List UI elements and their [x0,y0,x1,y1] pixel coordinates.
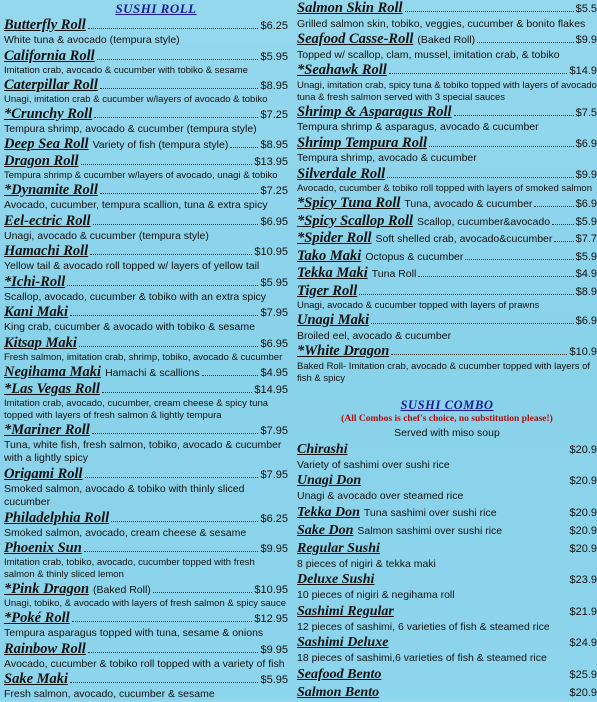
item-inline-description: (Baked Roll) [417,34,476,46]
item-row [297,634,597,652]
item-row [4,136,288,153]
item-price: $20.9 [569,506,597,519]
item-name: Shrimp Tempura Roll [297,134,428,151]
menu-item [4,466,288,510]
item-row [297,343,597,361]
menu-item [4,610,288,641]
menu-item [4,335,288,364]
item-row [4,243,288,260]
item-name: Rainbow Roll [4,640,86,657]
item-price: $6.25 [260,20,288,32]
combo-item [297,603,597,635]
item-row [4,17,288,34]
item-name: Butterfly Roll [4,17,86,33]
dot-leader [230,137,258,148]
combo-item [297,522,597,540]
dot-leader [94,107,258,118]
dot-leader [418,266,573,277]
dot-leader [88,642,259,653]
item-name: *Spider Roll [297,230,372,246]
item-row [297,62,597,80]
item-name: Sake Don [297,522,354,538]
right-column [297,0,597,702]
item-name: Salmon Skin Roll [297,0,403,16]
item-price: $8.95 [260,79,288,92]
dot-leader [554,231,573,242]
item-row [297,312,597,330]
dot-leader [70,672,258,683]
item-description: Unagi & avocado over steamed rice [297,490,464,502]
menu-item [297,248,597,266]
item-inline-description: Tuna, avocado & cucumber [404,198,533,210]
item-inline-description: Tuna sashimi over sushi rice [363,506,497,519]
item-description: Imitation crab, avocado & cucumber with tobiko & sesame [4,64,248,76]
item-row [4,335,288,352]
menu-item [4,243,288,274]
item-price: $14.95 [254,383,288,396]
item-name: Chirashi [297,441,348,457]
item-price: $20.9 [569,542,597,555]
dot-leader [67,275,258,286]
item-inline-description: Variety of fish (tempura style) [92,139,229,151]
item-inline-description: Soft shelled crab, avocado&cucumber [375,233,553,245]
dot-leader [81,154,253,165]
item-price: $7.95 [260,307,288,319]
dot-leader [153,582,253,593]
item-row [4,610,288,627]
item-row [297,571,597,589]
dot-leader [534,196,573,207]
dot-leader [84,541,259,552]
dot-leader [387,167,573,178]
item-name: Regular Sushi [297,540,380,556]
menu-item [297,135,597,166]
item-row [4,540,288,557]
item-name: Eel-ectric Roll [4,212,91,229]
item-description: Tempura shrimp & asparagus, avocado & cucumber [297,121,539,133]
menu-item [297,343,597,385]
item-price: $9.9 [575,168,597,181]
item-price: $7.95 [260,468,288,481]
menu-item [4,671,288,702]
menu-item [297,213,597,231]
item-price: $20.9 [569,524,597,537]
item-price: $23.9 [569,574,597,586]
item-name: *Mariner Roll [4,421,90,438]
item-name: Deluxe Sushi [297,572,375,587]
item-price: $7.25 [260,108,288,121]
item-description: Unagi, avocado & cucumber (tempura style) [4,229,209,242]
item-name: Silverdale Roll [297,165,386,182]
item-description: Scallop, avocado, cucumber & tobiko with an extra spicy [4,290,267,303]
item-row [4,510,288,527]
menu-item [4,381,288,422]
item-name: *Pink Dragon [4,581,90,597]
item-name: *Poké Roll [4,610,70,626]
dot-leader [391,344,567,355]
item-inline-description: Salmon sashimi over sushi rice [357,524,503,537]
item-description: Imitation crab, avocado, cucumber, cream cheese & spicy tuna topped with layers of fresh salmon & lightly tempura [4,397,269,421]
item-price: $5.9 [575,250,597,263]
item-row [4,182,288,199]
item-price: $10.95 [254,584,288,596]
item-inline-description: Octopus & cucumber [365,250,464,263]
dot-leader [454,105,574,116]
combo-item [297,666,597,684]
menu-item [297,0,597,31]
item-name: Salmon Bento [297,684,380,700]
dot-leader [100,183,259,194]
item-price: $6.95 [260,337,288,350]
item-price: $25.9 [569,668,597,681]
item-name: Tekka Don [297,504,360,520]
item-row [4,466,288,483]
item-description: Baked Roll- Imitation crab, avocado & cucumber topped with layers of fish & spicy [297,360,591,384]
dot-leader [90,244,252,255]
item-description: King crab, cucumber & avocado with tobiko & sesame [4,321,255,333]
item-row [4,77,288,94]
menu-item [4,510,288,541]
sushi-combo-list [297,441,597,702]
item-row [297,472,597,490]
item-price: $12.95 [254,613,288,625]
item-row [297,441,597,459]
sushi-combo-subtitle: Served with miso soup [394,426,500,439]
item-name: Sashimi Regular [297,603,394,619]
item-price: $6.9 [575,137,597,150]
item-name: Phoenix Sun [4,540,82,556]
item-description: Tempura shrimp & cucumber w/layers of avocado, unagi & tobiko [4,170,278,181]
dot-leader [465,249,573,260]
item-description: Smoked salmon, avocado & tobiko with thinly sliced cucumber [4,482,245,508]
menu-item [297,31,597,62]
item-description: Avocado, cucumber & tobiko roll topped with layers of smoked salmon [297,183,593,194]
item-name: Deep Sea Roll [4,136,89,152]
menu-item [297,195,597,213]
menu-item [297,283,597,313]
item-row [4,48,288,65]
item-price: $7.95 [260,424,288,437]
item-description: Unagi, avocado & cucumber topped with layers of prawns [297,300,540,311]
item-price: $10.9 [569,346,597,358]
item-price: $4.95 [260,366,288,379]
item-description: Topped w/ scallop, clam, mussel, imitation crab, & tobiko [297,48,560,61]
dot-leader [70,305,258,316]
item-name: Sashimi Deluxe [297,635,389,650]
item-price: $5.95 [260,276,288,289]
menu-item [297,166,597,196]
dot-leader [359,284,573,295]
dot-leader [202,365,259,376]
item-description: Avocado, cucumber, tempura scallion, tuna & extra spicy [4,199,268,211]
item-description: Tempura shrimp, avocado & cucumber [297,152,477,164]
item-name: Kani Maki [4,304,69,320]
menu-item [4,540,288,581]
item-price: $14.9 [569,65,597,77]
item-description: Tuna, white fish, fresh salmon, tobiko, avocado & cucumber with a lightly spicy [4,438,282,464]
combo-item [297,571,597,603]
item-name: Kitsap Maki [4,334,77,351]
item-description: Fresh salmon, imitation crab, shrimp, tobiko, avocado & cucumber [4,351,283,363]
item-row [297,666,597,684]
dot-leader [477,32,573,43]
item-row [4,106,288,123]
dot-leader [405,1,574,12]
combo-item [297,684,597,702]
item-name: Caterpillar Roll [4,76,98,93]
item-row [4,422,288,439]
item-name: Seafood Casse-Roll [297,31,414,47]
menu-item [4,48,288,77]
dot-leader [85,467,259,478]
item-price: $8.9 [575,285,597,298]
item-name: *Spicy Scallop Roll [297,212,413,229]
item-name: Tekka Maki [297,265,368,281]
menu-item [4,17,288,48]
item-inline-description: Tuna Roll [371,268,417,280]
item-price: $6.95 [260,215,288,228]
item-name: California Roll [4,47,95,64]
dot-leader [100,78,259,89]
item-price: $5.5 [575,3,597,15]
menu-item [297,265,597,283]
item-row [4,213,288,230]
menu-item [4,364,288,381]
item-price: $9.95 [260,643,288,656]
item-name: Negihama Maki [4,363,102,380]
item-name: Dragon Roll [4,153,79,169]
item-row [4,641,288,658]
item-row [297,283,597,301]
item-description: Grilled salmon skin, tobiko, veggies, cucumber & bonito flakes [297,17,586,30]
dot-leader [429,136,574,147]
item-row [4,581,288,598]
dot-leader [97,49,259,60]
item-description: 10 pieces of nigiri & negihama roll [297,589,455,601]
item-row [297,0,597,18]
item-description: Avocado, cucumber & tobiko roll topped with a variety of fish [4,657,285,670]
item-description: Smoked salmon, avocado, cream cheese & sesame [4,526,247,539]
menu-item [4,182,288,213]
combo-item [297,441,597,473]
item-row [297,230,597,248]
item-name: Tako Maki [297,247,362,264]
item-description: Tempura asparagus topped with tuna, sesame & onions [4,627,264,639]
item-name: Unagi Don [297,473,362,488]
item-name: Shrimp & Asparagus Roll [297,103,452,120]
item-row [297,104,597,122]
menu-item [4,106,288,137]
menu-item [4,274,288,305]
item-name: *Spicy Tuna Roll [297,195,401,211]
item-row [297,684,597,702]
item-price: $8.95 [260,139,288,151]
dot-leader [389,63,568,74]
item-description: 18 pieces of sashimi,6 varieties of fish & steamed rice [297,652,547,664]
menu-item [4,581,288,610]
item-name: *Seahawk Roll [297,62,387,78]
menu-item [297,230,597,248]
item-price: $6.9 [575,315,597,327]
item-row [4,304,288,321]
item-row [297,213,597,231]
item-name: Origami Roll [4,465,83,482]
item-name: *White Dragon [297,343,390,359]
item-row [297,195,597,213]
item-description: Fresh salmon, avocado, cucumber & sesame [4,688,215,700]
item-row [297,603,597,621]
combo-item [297,472,597,504]
item-row [297,522,597,540]
item-row [297,504,597,522]
menu-item [4,136,288,153]
menu-item [4,422,288,466]
item-description: White tuna & avocado (tempura style) [4,34,180,46]
dot-leader [92,423,259,434]
item-price: $20.9 [569,443,597,456]
item-row [297,265,597,283]
item-name: Hamachi Roll [4,243,89,259]
item-price: $5.95 [260,674,288,686]
item-price: $20.9 [569,475,597,487]
menu-item [297,62,597,104]
right-roll-list [297,0,597,385]
sushi-roll-column [4,0,288,702]
item-price: $13.95 [254,156,288,168]
dot-leader [79,336,259,347]
sushi-roll-list [4,17,288,702]
item-price: $7.25 [260,185,288,197]
menu-item [297,312,597,343]
item-name: Philadelphia Roll [4,509,110,526]
item-price: $7.7 [575,233,597,245]
item-description: Variety of sashimi over sushi rice [297,458,450,471]
menu-item [4,153,288,182]
item-price: $5.9 [575,215,597,228]
item-description: Unagi, imitation crab, spicy tuna & tobiko topped with layers of avocado tuna & fresh salmon served with 3 special sauces [297,79,597,103]
dot-leader [371,313,573,324]
item-name: *Las Vegas Roll [4,380,100,397]
item-description: Imitation crab, tobiko, avocado, cucumber topped with fresh salmon & thinly sliced lemon [4,557,255,580]
dot-leader [93,214,259,225]
item-name: *Crunchy Roll [4,105,93,122]
dot-leader [552,214,574,225]
combo-item [297,504,597,522]
dot-leader [111,511,258,522]
item-name: Seafood Bento [297,666,382,682]
item-inline-description: Hamachi & scallions [105,366,200,379]
item-price: $9.95 [260,543,288,555]
dot-leader [88,18,259,29]
item-row [297,135,597,153]
item-row [4,364,288,381]
menu-item [4,213,288,244]
combo-item [297,540,597,572]
sushi-combo-note: (All Combos is chef's choice, no substitution please!) [341,413,553,424]
item-price: $24.9 [569,637,597,649]
item-row [297,166,597,184]
item-description: Tempura shrimp, avocado & cucumber (tempura style) [4,122,257,135]
item-name: *Ichi-Roll [4,273,66,290]
item-price: $5.95 [260,50,288,63]
item-description: Broiled eel, avocado & cucumber [297,329,452,342]
item-price: $21.9 [569,605,597,618]
dot-leader [102,382,252,393]
sushi-roll-title: SUSHI ROLL [115,1,197,16]
combo-item [297,634,597,666]
item-name: Sake Maki [4,671,69,687]
item-price: $6.9 [575,198,597,210]
item-price: $9.9 [575,34,597,46]
item-price: $4.9 [575,268,597,280]
item-name: Unagi Maki [297,312,370,328]
item-row [4,153,288,170]
item-price: $6.25 [260,512,288,525]
item-row [297,248,597,266]
item-price: $20.9 [569,686,597,699]
item-description: Unagi, tobiko, & avocado with layers of fresh salmon & spicy sauce [4,598,286,609]
item-description: 12 pieces of sashimi, 6 varieties of fish & steamed rice [297,620,550,633]
item-inline-description: Scallop, cucumber&avocado [417,215,551,228]
item-row [4,671,288,688]
menu-item [4,304,288,335]
item-price: $7.5 [575,106,597,119]
item-price: $10.95 [254,246,288,258]
item-description: Unagi, imitation crab & cucumber w/layers of avocado & tobiko [4,93,268,105]
item-description: 8 pieces of nigiri & tekka maki [297,557,436,570]
item-inline-description: (Baked Roll) [93,584,151,596]
item-row [4,381,288,398]
dot-leader [72,611,253,622]
item-description: Yellow tail & avocado roll topped w/ layers of yellow tail [4,260,260,272]
item-name: *Dynamite Roll [4,182,98,198]
menu-item [4,77,288,106]
sushi-combo-title: SUSHI COMBO [400,397,494,412]
item-row [297,31,597,49]
item-name: Tiger Roll [297,282,358,299]
item-row [297,540,597,558]
menu-item [297,104,597,135]
menu-item [4,641,288,672]
item-row [4,274,288,291]
